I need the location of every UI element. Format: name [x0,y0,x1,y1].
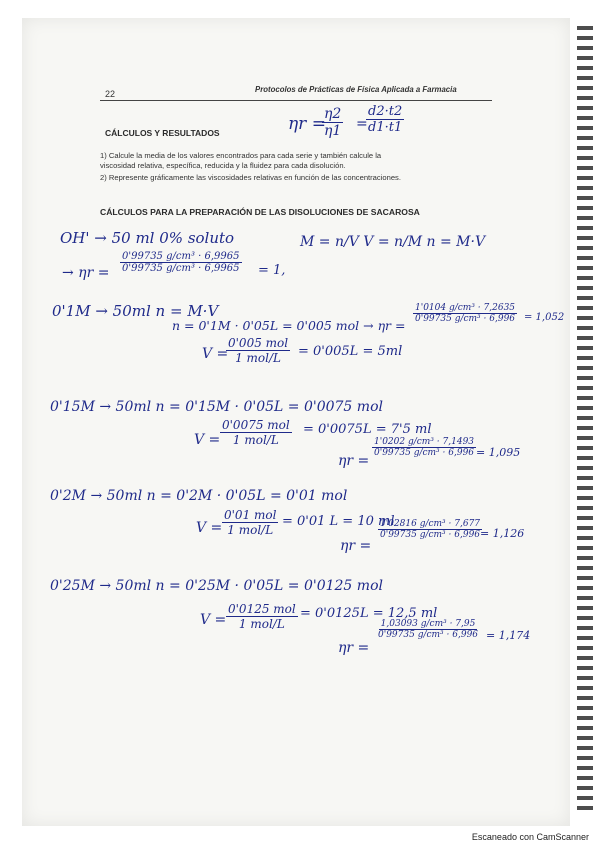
scanner-watermark: Escaneado con CamScanner [471,832,589,842]
calc-line: 0'2M → 50ml n = 0'2M · 0'05L = 0'01 mol [50,488,348,504]
calc-fraction: $\frac{\text{1'0104 g/cm³ · 7,2635}}{\text{0'99735 g/cm³ · 6,996}}$ [415,303,516,324]
header-rule [100,100,492,101]
calc-result: = 0'01 L = 10 ml [282,514,395,529]
calc-result: = 0'005L = 5ml [298,344,403,359]
page-header-title: Protocolos de Prácticas de Física Aplicada a Farmacia [255,85,457,94]
calc-fraction: $\frac{\text{1'0202 g/cm³ · 7,1493}}{\text{0'99735 g/cm³ · 6,996}}$ [374,437,475,458]
calc-result: = 1,174 [486,629,531,642]
calc-line: M = n/V V = n/M n = M·V [300,234,486,250]
calc-result: = 1, [258,263,286,278]
instruction-line: viscosidad relativa, específica, reducida y la fluidez para cada disolución. [100,161,346,170]
formula-frac-1: $\frac{\eta 2}{\eta 1}$ [324,106,342,139]
scanned-page [22,18,570,826]
section-title-preparation: CÁLCULOS PARA LA PREPARACIÓN DE LAS DISOLUCIONES DE SACAROSA [100,207,420,217]
calc-fraction: $\frac{\text{1,03093 g/cm³ · 7,95}}{\text{0'99735 g/cm³ · 6,996}}$ [378,619,479,640]
calc-line: ηr = [338,640,370,656]
calc-fraction: 0'0075 mol 1 mol/L [222,418,290,447]
calc-line: OH' → 50 ml 0% soluto [60,229,235,247]
page-number: 22 [105,89,116,99]
instruction-line: 1) Calcule la media de los valores encontrados para cada serie y también calcule la [100,151,382,160]
calc-fraction: $\frac{\text{0'99735 g/cm³ · 6,9965}}{\text{0'99735 g/cm³ · 6,9965}}$ [122,251,240,274]
calc-line: 0'1M → 50ml n = M·V [52,302,219,320]
calc-line: V = [196,520,223,536]
formula-eq: = [356,116,368,132]
calc-line: 0'25M → 50ml n = 0'25M · 0'05L = 0'0125 mol [50,578,383,594]
calc-fraction: 0'005 mol 1 mol/L [228,336,289,365]
calc-line: V = [200,612,227,628]
calc-result: = 0'0125L = 12,5 ml [300,606,438,621]
calc-line: → ηr = [62,265,110,281]
calc-line: V = [194,432,221,448]
calc-line: 0'15M → 50ml n = 0'15M · 0'05L = 0'0075 mol [50,399,383,415]
calc-line: n = 0'1M · 0'05L = 0'005 mol → ηr = [172,318,406,333]
calc-line: ηr = [338,453,370,469]
calc-fraction: $\frac{\text{1'02816 g/cm³ · 7,677}}{\text{0'99735 g/cm³ · 6,996}}$ [380,519,481,540]
calc-result: = 1,052 [524,312,565,323]
spiral-binding [577,26,593,816]
calc-result: = 1,126 [480,527,525,540]
formula-frac-2: $\frac{d2\cdot t2}{d1\cdot t1}$ [368,104,403,135]
calc-line: V = [202,346,229,362]
calc-line: ηr = [340,538,372,554]
calc-result: = 0'0075L = 7'5 ml [303,422,432,437]
calc-fraction: 0'0125 mol 1 mol/L [228,602,296,631]
formula-lhs: ηr = [288,114,326,134]
section-title-results: CÁLCULOS Y RESULTADOS [105,128,220,138]
instruction-line: 2) Represente gráficamente las viscosidades relativas en función de las concentraciones. [100,173,401,182]
calc-fraction: 0'01 mol 1 mol/L [224,508,277,537]
calc-result: = 1,095 [476,446,521,459]
